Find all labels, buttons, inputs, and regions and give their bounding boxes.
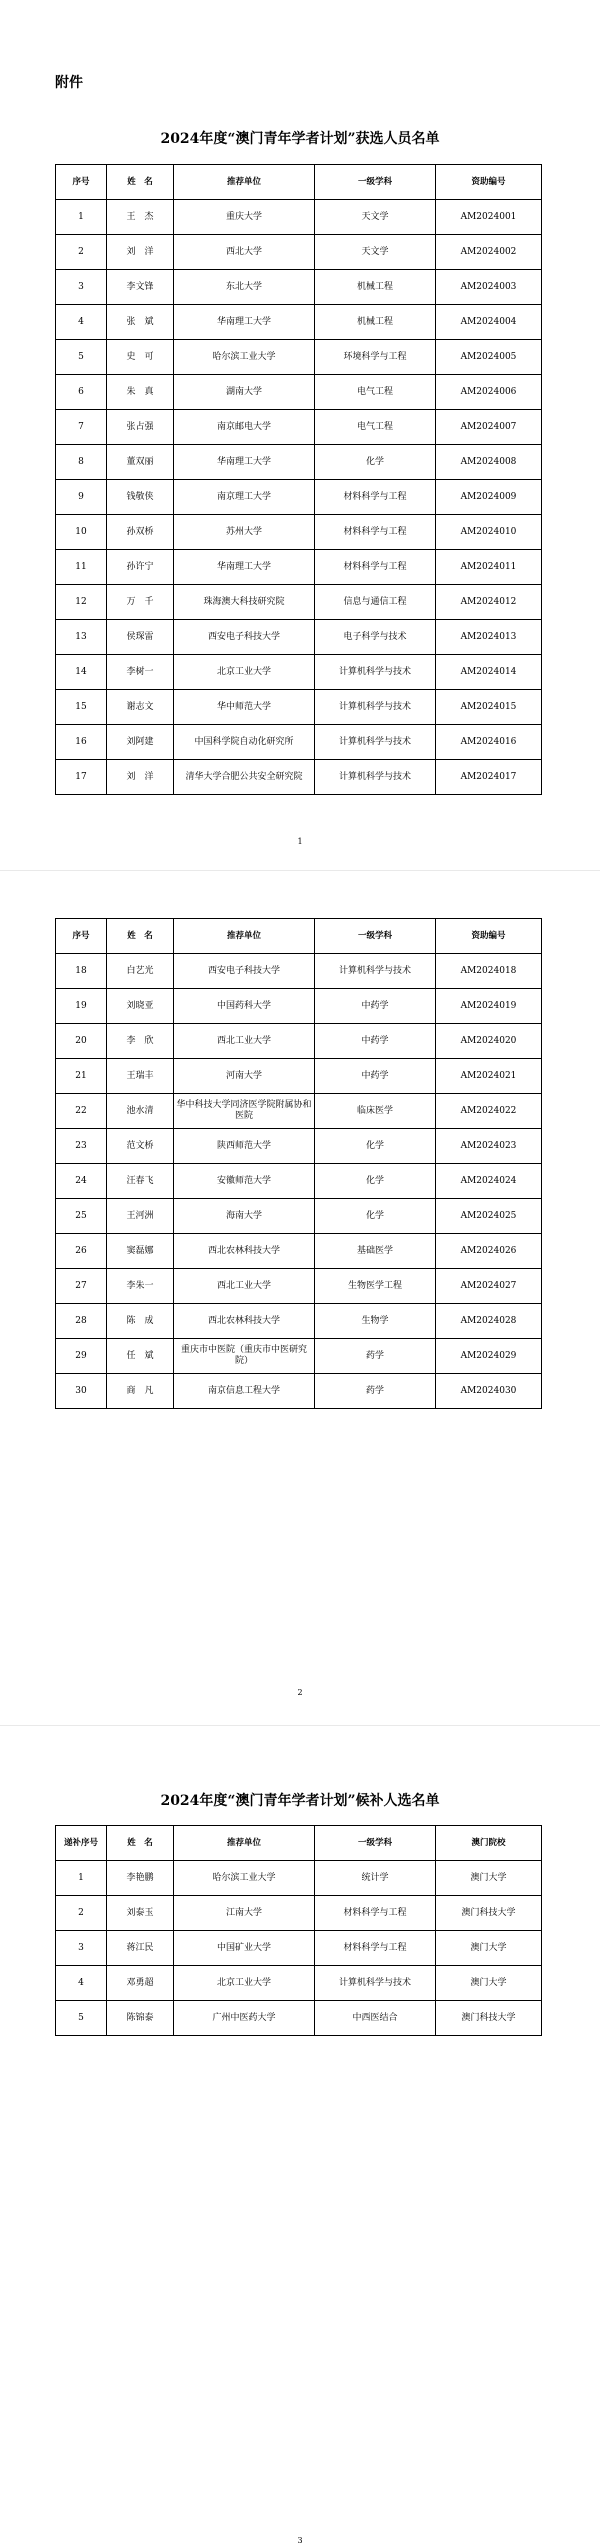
table-cell: 23 xyxy=(56,1129,107,1164)
table-cell: AM2024020 xyxy=(436,1024,542,1059)
table-row xyxy=(56,270,542,305)
table-cell: 海南大学 xyxy=(174,1199,315,1234)
table-row xyxy=(56,1199,542,1234)
table-cell: 朱 真 xyxy=(107,375,174,410)
table-cell: 西北农林科技大学 xyxy=(174,1234,315,1269)
table-cell: 28 xyxy=(56,1304,107,1339)
table-cell: 王瑞丰 xyxy=(107,1059,174,1094)
list2-title: 2024年度“澳门青年学者计划”候补人选名单 xyxy=(160,1793,440,1809)
table-cell: 任 斌 xyxy=(107,1339,174,1374)
table-cell: 西安电子科技大学 xyxy=(174,954,315,989)
list1-title: 2024年度“澳门青年学者计划”获选人员名单 xyxy=(160,131,440,147)
header-cell: 推荐单位 xyxy=(174,1826,315,1861)
table-cell: AM2024014 xyxy=(436,655,542,690)
table-cell: AM2024010 xyxy=(436,515,542,550)
header-cell: 姓 名 xyxy=(107,919,174,954)
table-cell: 谢志文 xyxy=(107,690,174,725)
table-cell: 1 xyxy=(56,1861,107,1896)
table-cell: AM2024016 xyxy=(436,725,542,760)
table-cell: 商 凡 xyxy=(107,1374,174,1409)
header-cell: 推荐单位 xyxy=(174,165,315,200)
table-cell: 环境科学与工程 xyxy=(315,340,436,375)
table-cell: 澳门科技大学 xyxy=(436,1896,542,1931)
table-row xyxy=(56,1059,542,1094)
table-cell: 材料科学与工程 xyxy=(315,515,436,550)
table-cell: 陕西师范大学 xyxy=(174,1129,315,1164)
table-cell: AM2024029 xyxy=(436,1339,542,1374)
page-number: 3 xyxy=(297,2536,303,2545)
table-cell: 万 千 xyxy=(107,585,174,620)
table-cell: 计算机科学与技术 xyxy=(315,760,436,795)
table-row xyxy=(56,445,542,480)
table-cell: AM2024027 xyxy=(436,1269,542,1304)
table-cell: 东北大学 xyxy=(174,270,315,305)
header-cell: 序号 xyxy=(56,919,107,954)
table-row xyxy=(56,480,542,515)
table-cell: 中国科学院自动化研究所 xyxy=(174,725,315,760)
table-row xyxy=(56,1304,542,1339)
table-cell: 广州中医药大学 xyxy=(174,2001,315,2036)
table-cell: AM2024001 xyxy=(436,200,542,235)
table-cell: 临床医学 xyxy=(315,1094,436,1129)
table-cell: AM2024007 xyxy=(436,410,542,445)
table-row xyxy=(56,2001,542,2036)
header-cell: 一级学科 xyxy=(315,1826,436,1861)
table-row xyxy=(56,1269,542,1304)
table-cell: 中国药科大学 xyxy=(174,989,315,1024)
table-cell: AM2024008 xyxy=(436,445,542,480)
table-cell: 药学 xyxy=(315,1339,436,1374)
table-cell: 化学 xyxy=(315,1199,436,1234)
table-cell: 孙许宁 xyxy=(107,550,174,585)
table-cell: 清华大学合肥公共安全研究院 xyxy=(174,760,315,795)
table-cell: 电气工程 xyxy=(315,375,436,410)
table-row xyxy=(56,515,542,550)
table-cell: 5 xyxy=(56,2001,107,2036)
table-cell: 李文锋 xyxy=(107,270,174,305)
table-cell: 苏州大学 xyxy=(174,515,315,550)
table-row xyxy=(56,235,542,270)
table-cell: AM2024023 xyxy=(436,1129,542,1164)
table-cell: 19 xyxy=(56,989,107,1024)
table-cell: 西安电子科技大学 xyxy=(174,620,315,655)
table-cell: 14 xyxy=(56,655,107,690)
table-cell: 江南大学 xyxy=(174,1896,315,1931)
header-cell: 澳门院校 xyxy=(436,1826,542,1861)
table-row xyxy=(56,725,542,760)
table-cell: 材料科学与工程 xyxy=(315,480,436,515)
table-cell: 4 xyxy=(56,305,107,340)
table-cell: 8 xyxy=(56,445,107,480)
table-cell: 16 xyxy=(56,725,107,760)
table-row xyxy=(56,1234,542,1269)
table-cell: AM2024011 xyxy=(436,550,542,585)
table-cell: 董双丽 xyxy=(107,445,174,480)
table-row xyxy=(56,1339,542,1374)
table-cell: 材料科学与工程 xyxy=(315,1931,436,1966)
table-cell: 3 xyxy=(56,1931,107,1966)
table-cell: 陈 成 xyxy=(107,1304,174,1339)
table-cell: 25 xyxy=(56,1199,107,1234)
table-cell: 李树一 xyxy=(107,655,174,690)
table-cell: 9 xyxy=(56,480,107,515)
table-cell: 电气工程 xyxy=(315,410,436,445)
table-cell: AM2024019 xyxy=(436,989,542,1024)
table-cell: 4 xyxy=(56,1966,107,2001)
table-cell: 澳门大学 xyxy=(436,1861,542,1896)
table-cell: 窦磊娜 xyxy=(107,1234,174,1269)
table-cell: AM2024005 xyxy=(436,340,542,375)
table-cell: 华南理工大学 xyxy=(174,305,315,340)
table-row xyxy=(56,340,542,375)
table-cell: 华中科技大学同济医学院附属协和医院 xyxy=(174,1094,315,1129)
table-cell: 信息与通信工程 xyxy=(315,585,436,620)
table-cell: 李朱一 xyxy=(107,1269,174,1304)
header-cell: 递补序号 xyxy=(56,1826,107,1861)
table-row xyxy=(56,655,542,690)
table-cell: 26 xyxy=(56,1234,107,1269)
table-cell: 邓勇超 xyxy=(107,1966,174,2001)
header-cell: 一级学科 xyxy=(315,165,436,200)
table-cell: AM2024022 xyxy=(436,1094,542,1129)
table-row xyxy=(56,1931,542,1966)
table-cell: 天文学 xyxy=(315,200,436,235)
table-cell: 白艺光 xyxy=(107,954,174,989)
table-cell: 化学 xyxy=(315,1129,436,1164)
table-cell: 13 xyxy=(56,620,107,655)
table-cell: 范文桥 xyxy=(107,1129,174,1164)
table-row xyxy=(56,550,542,585)
table-header-row xyxy=(56,1826,542,1861)
table-cell: 西北大学 xyxy=(174,235,315,270)
table-cell: 化学 xyxy=(315,445,436,480)
page-divider xyxy=(0,870,600,871)
table-row xyxy=(56,410,542,445)
table-row xyxy=(56,690,542,725)
table-cell: 北京工业大学 xyxy=(174,1966,315,2001)
table-cell: AM2024028 xyxy=(436,1304,542,1339)
table-cell: 重庆大学 xyxy=(174,200,315,235)
table-row xyxy=(56,989,542,1024)
table-cell: 统计学 xyxy=(315,1861,436,1896)
table-cell: 20 xyxy=(56,1024,107,1059)
list1-table xyxy=(55,164,542,795)
table-cell: 安徽师范大学 xyxy=(174,1164,315,1199)
table-cell: 计算机科学与技术 xyxy=(315,655,436,690)
table-cell: 18 xyxy=(56,954,107,989)
table-cell: 河南大学 xyxy=(174,1059,315,1094)
table-cell: 李 欣 xyxy=(107,1024,174,1059)
table-cell: 11 xyxy=(56,550,107,585)
table-cell: 材料科学与工程 xyxy=(315,550,436,585)
table-cell: 珠海澳大科技研究院 xyxy=(174,585,315,620)
page-divider xyxy=(0,1725,600,1726)
table-cell: 史 可 xyxy=(107,340,174,375)
list2-table xyxy=(55,1825,542,2036)
table-cell: 6 xyxy=(56,375,107,410)
table-row xyxy=(56,1164,542,1199)
table-cell: AM2024017 xyxy=(436,760,542,795)
table-cell: 西北工业大学 xyxy=(174,1269,315,1304)
table-cell: 西北农林科技大学 xyxy=(174,1304,315,1339)
table-cell: 中药学 xyxy=(315,1059,436,1094)
table-cell: 29 xyxy=(56,1339,107,1374)
table-header-row xyxy=(56,165,542,200)
header-cell: 序号 xyxy=(56,165,107,200)
table-cell: AM2024018 xyxy=(436,954,542,989)
table-row xyxy=(56,760,542,795)
table-cell: 中国矿业大学 xyxy=(174,1931,315,1966)
table-cell: 计算机科学与技术 xyxy=(315,690,436,725)
table-cell: 重庆市中医院（重庆市中医研究院） xyxy=(174,1339,315,1374)
table-cell: 中药学 xyxy=(315,1024,436,1059)
table-cell: 10 xyxy=(56,515,107,550)
table-row xyxy=(56,1094,542,1129)
header-cell: 姓 名 xyxy=(107,165,174,200)
page-number: 2 xyxy=(297,1688,303,1697)
table-cell: 湖南大学 xyxy=(174,375,315,410)
table-cell: 7 xyxy=(56,410,107,445)
table-cell: 化学 xyxy=(315,1164,436,1199)
table-cell: 27 xyxy=(56,1269,107,1304)
table-row xyxy=(56,954,542,989)
table-cell: 机械工程 xyxy=(315,305,436,340)
table-cell: 生物学 xyxy=(315,1304,436,1339)
header-cell: 推荐单位 xyxy=(174,919,315,954)
table-row xyxy=(56,1374,542,1409)
table-cell: 15 xyxy=(56,690,107,725)
table-cell: 澳门大学 xyxy=(436,1931,542,1966)
table-cell: 2 xyxy=(56,1896,107,1931)
table-cell: 刘晓亚 xyxy=(107,989,174,1024)
header-cell: 姓 名 xyxy=(107,1826,174,1861)
table-row xyxy=(56,620,542,655)
table-cell: 24 xyxy=(56,1164,107,1199)
table-row xyxy=(56,585,542,620)
table-cell: 华中师范大学 xyxy=(174,690,315,725)
table-cell: AM2024013 xyxy=(436,620,542,655)
table-cell: 蒋江民 xyxy=(107,1931,174,1966)
table-cell: 张 斌 xyxy=(107,305,174,340)
table-cell: AM2024026 xyxy=(436,1234,542,1269)
table-cell: 17 xyxy=(56,760,107,795)
table-cell: 王河洲 xyxy=(107,1199,174,1234)
header-cell: 一级学科 xyxy=(315,919,436,954)
table-cell: 3 xyxy=(56,270,107,305)
table-cell: 澳门科技大学 xyxy=(436,2001,542,2036)
table-cell: 计算机科学与技术 xyxy=(315,725,436,760)
table-cell: AM2024024 xyxy=(436,1164,542,1199)
table-cell: AM2024004 xyxy=(436,305,542,340)
table-cell: 1 xyxy=(56,200,107,235)
table-cell: 30 xyxy=(56,1374,107,1409)
table-cell: 中药学 xyxy=(315,989,436,1024)
attachment-label: 附件 xyxy=(55,75,83,91)
list1-continued-table xyxy=(55,918,542,1409)
table-cell: 材料科学与工程 xyxy=(315,1896,436,1931)
table-cell: 澳门大学 xyxy=(436,1966,542,2001)
table-row xyxy=(56,305,542,340)
table-cell: AM2024021 xyxy=(436,1059,542,1094)
table-cell: 李艳鹏 xyxy=(107,1861,174,1896)
table-cell: 2 xyxy=(56,235,107,270)
table-cell: 22 xyxy=(56,1094,107,1129)
table-row xyxy=(56,1966,542,2001)
page-number: 1 xyxy=(297,837,303,846)
table-cell: 5 xyxy=(56,340,107,375)
table-row xyxy=(56,1896,542,1931)
table-cell: 哈尔滨工业大学 xyxy=(174,340,315,375)
table-cell: AM2024002 xyxy=(436,235,542,270)
table-row xyxy=(56,1861,542,1896)
table-cell: 12 xyxy=(56,585,107,620)
table-cell: 华南理工大学 xyxy=(174,550,315,585)
table-cell: 南京信息工程大学 xyxy=(174,1374,315,1409)
table-cell: 中西医结合 xyxy=(315,2001,436,2036)
header-cell: 资助编号 xyxy=(436,165,542,200)
table-cell: AM2024003 xyxy=(436,270,542,305)
table-cell: 计算机科学与技术 xyxy=(315,1966,436,2001)
table-cell: 张占强 xyxy=(107,410,174,445)
table-cell: 南京邮电大学 xyxy=(174,410,315,445)
table-row xyxy=(56,1024,542,1059)
table-cell: 钱敬侠 xyxy=(107,480,174,515)
table-cell: 华南理工大学 xyxy=(174,445,315,480)
table-cell: 西北工业大学 xyxy=(174,1024,315,1059)
table-row xyxy=(56,375,542,410)
table-cell: 刘 洋 xyxy=(107,760,174,795)
table-cell: AM2024030 xyxy=(436,1374,542,1409)
table-cell: 生物医学工程 xyxy=(315,1269,436,1304)
table-cell: 孙双桥 xyxy=(107,515,174,550)
table-cell: 计算机科学与技术 xyxy=(315,954,436,989)
table-cell: 基础医学 xyxy=(315,1234,436,1269)
table-cell: 天文学 xyxy=(315,235,436,270)
table-row xyxy=(56,200,542,235)
table-cell: 21 xyxy=(56,1059,107,1094)
table-cell: 汪春飞 xyxy=(107,1164,174,1199)
table-row xyxy=(56,1129,542,1164)
table-cell: 刘泰玉 xyxy=(107,1896,174,1931)
table-cell: AM2024006 xyxy=(436,375,542,410)
header-cell: 资助编号 xyxy=(436,919,542,954)
table-cell: AM2024015 xyxy=(436,690,542,725)
table-cell: AM2024009 xyxy=(436,480,542,515)
table-cell: 南京理工大学 xyxy=(174,480,315,515)
table-cell: 刘阿建 xyxy=(107,725,174,760)
table-header-row xyxy=(56,919,542,954)
table-cell: 池水清 xyxy=(107,1094,174,1129)
table-cell: 机械工程 xyxy=(315,270,436,305)
table-cell: 北京工业大学 xyxy=(174,655,315,690)
table-cell: AM2024025 xyxy=(436,1199,542,1234)
table-cell: 王 杰 xyxy=(107,200,174,235)
table-cell: 侯琛雷 xyxy=(107,620,174,655)
table-cell: 药学 xyxy=(315,1374,436,1409)
table-cell: 刘 洋 xyxy=(107,235,174,270)
table-cell: AM2024012 xyxy=(436,585,542,620)
table-cell: 电子科学与技术 xyxy=(315,620,436,655)
table-cell: 陈锦泰 xyxy=(107,2001,174,2036)
table-cell: 哈尔滨工业大学 xyxy=(174,1861,315,1896)
